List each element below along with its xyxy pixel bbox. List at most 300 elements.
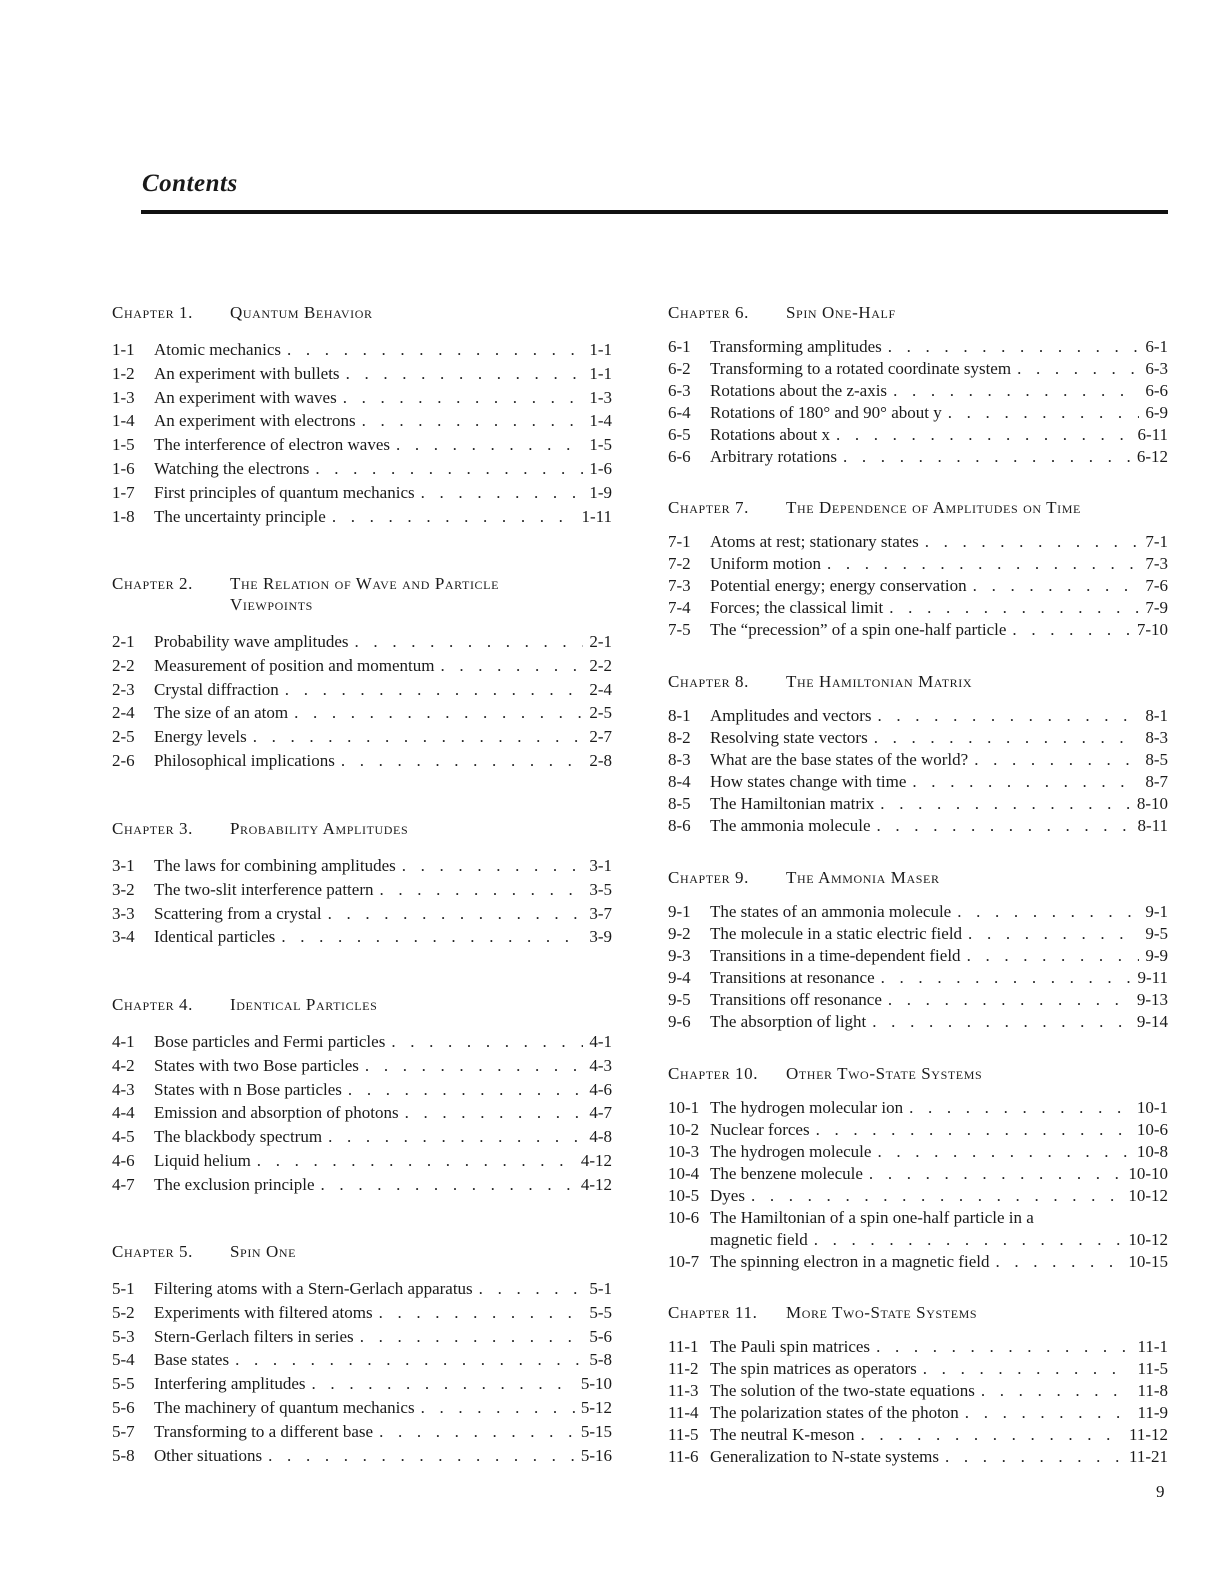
section-number: 1-4 xyxy=(112,411,135,431)
chapter-section xyxy=(112,1241,612,1469)
toc-entry[interactable] xyxy=(112,1103,612,1127)
dot-leader xyxy=(874,728,1140,748)
chapter-heading[interactable] xyxy=(668,671,1168,692)
page-ref: 4-1 xyxy=(589,1032,612,1051)
section-title: Experiments with filtered atoms xyxy=(154,1302,373,1322)
chapter-entries xyxy=(112,1032,612,1199)
page-ref: 7-9 xyxy=(1145,598,1168,617)
toc-entry[interactable] xyxy=(668,1381,1168,1403)
section-title: The Pauli spin matrices xyxy=(710,1337,871,1356)
page-ref: 1-6 xyxy=(589,458,612,478)
chapter-title: The Hamiltonian Matrix xyxy=(786,672,973,691)
toc-entry[interactable] xyxy=(112,435,612,459)
dot-leader xyxy=(257,1151,575,1171)
chapter-section xyxy=(668,671,1168,838)
section-title: Transforming to a different base xyxy=(154,1421,374,1441)
section-title: The laws for combining amplitudes xyxy=(154,856,396,875)
page-ref: 10-1 xyxy=(1136,1098,1168,1117)
section-number: 8-6 xyxy=(668,816,691,835)
section-number: 8-4 xyxy=(668,772,691,791)
section-title: Transitions in a time-dependent field xyxy=(710,946,961,965)
section-number: 10-7 xyxy=(668,1252,700,1271)
toc-entry[interactable] xyxy=(668,1142,1168,1164)
dot-leader xyxy=(346,364,584,384)
dot-leader xyxy=(843,447,1131,467)
page-ref: 1-4 xyxy=(589,411,612,431)
dot-leader xyxy=(981,1381,1132,1401)
page-ref: 11-5 xyxy=(1137,1359,1168,1378)
toc-entry-continued[interactable] xyxy=(668,1230,1168,1252)
section-title: The exclusion principle xyxy=(154,1174,315,1194)
toc-entry[interactable] xyxy=(668,598,1168,620)
toc-entry[interactable] xyxy=(112,927,612,951)
section-title: Amplitudes and vectors xyxy=(710,706,872,725)
section-title: Identical particles xyxy=(154,927,276,947)
toc-entry[interactable] xyxy=(112,411,612,435)
toc-entry[interactable] xyxy=(668,968,1168,990)
section-number: 11-2 xyxy=(668,1359,699,1378)
dot-leader xyxy=(355,632,584,652)
dot-leader xyxy=(315,459,583,479)
toc-entry[interactable] xyxy=(112,1151,612,1175)
toc-entry[interactable] xyxy=(112,632,612,656)
chapter-entries xyxy=(668,337,1168,469)
section-title: Nuclear forces xyxy=(710,1120,810,1139)
dot-leader xyxy=(328,1127,583,1147)
section-title: The machinery of quantum mechanics xyxy=(154,1397,415,1417)
section-number: 4-1 xyxy=(112,1032,135,1051)
toc-entry[interactable] xyxy=(112,507,612,531)
dot-leader xyxy=(379,1303,584,1323)
section-title: The spin matrices as operators xyxy=(710,1359,917,1378)
dot-leader xyxy=(973,576,1140,596)
toc-entry[interactable] xyxy=(112,1080,612,1104)
section-number: 1-1 xyxy=(112,340,135,359)
toc-entry[interactable] xyxy=(112,1303,612,1327)
page-ref: 10-15 xyxy=(1128,1252,1168,1271)
toc-entry[interactable] xyxy=(112,1327,612,1351)
toc-entry[interactable] xyxy=(112,1422,612,1446)
toc-entry[interactable] xyxy=(112,1446,612,1470)
dot-leader xyxy=(925,532,1140,552)
section-title: Emission and absorption of photons xyxy=(154,1103,399,1123)
section-title: The size of an atom xyxy=(154,703,289,723)
section-number: 6-3 xyxy=(668,381,691,400)
chapter-title: Spin One xyxy=(230,1242,297,1261)
dot-leader xyxy=(877,816,1132,836)
dot-leader xyxy=(281,927,583,947)
dot-leader xyxy=(348,1080,583,1100)
chapter-heading[interactable] xyxy=(668,867,1168,888)
chapter-heading[interactable] xyxy=(112,994,612,1015)
page-ref: 7-6 xyxy=(1145,576,1168,595)
section-number: 8-2 xyxy=(668,728,691,747)
chapter-section xyxy=(112,302,612,530)
section-title: The ammonia molecule xyxy=(710,816,871,835)
toc-entry[interactable] xyxy=(112,680,612,704)
page-ref: 5-6 xyxy=(589,1326,612,1346)
chapter-label: Chapter 7. xyxy=(668,498,750,517)
toc-entry[interactable] xyxy=(112,483,612,507)
chapter-section xyxy=(668,302,1168,469)
toc-entry[interactable] xyxy=(668,1425,1168,1447)
toc-entry[interactable] xyxy=(668,1337,1168,1359)
section-title: Crystal diffraction xyxy=(154,679,279,699)
section-number: 4-2 xyxy=(112,1055,135,1075)
chapter-heading[interactable] xyxy=(112,302,612,323)
toc-entry[interactable] xyxy=(668,1252,1168,1274)
page-ref: 10-10 xyxy=(1128,1164,1168,1183)
section-title: The two-slit interference pattern xyxy=(154,879,374,899)
page-ref: 11-21 xyxy=(1128,1447,1168,1466)
toc-entry[interactable] xyxy=(668,403,1168,425)
chapter-section xyxy=(668,867,1168,1034)
chapter-section xyxy=(668,1302,1168,1469)
section-title: The benzene molecule xyxy=(710,1164,863,1183)
toc-entry[interactable] xyxy=(112,727,612,751)
section-number: 9-2 xyxy=(668,924,691,943)
toc-entry[interactable] xyxy=(112,703,612,727)
section-title: How states change with time xyxy=(710,772,907,791)
section-title: Resolving state vectors xyxy=(710,728,868,747)
chapter-entries xyxy=(112,340,612,530)
section-title: Filtering atoms with a Stern-Gerlach apparatus xyxy=(154,1279,473,1298)
section-number: 9-5 xyxy=(668,990,691,1009)
toc-entry[interactable] xyxy=(112,1175,612,1199)
page-ref: 9-1 xyxy=(1145,902,1168,921)
dot-leader xyxy=(440,656,583,676)
dot-leader xyxy=(965,1403,1132,1423)
toc-entry[interactable] xyxy=(668,447,1168,469)
chapter-label: Chapter 11. xyxy=(668,1303,758,1322)
section-number: 4-5 xyxy=(112,1127,135,1147)
section-title: Scattering from a crystal xyxy=(154,903,322,923)
toc-entry[interactable] xyxy=(668,359,1168,381)
toc-entry[interactable] xyxy=(668,816,1168,838)
section-title: Forces; the classical limit xyxy=(710,598,884,617)
toc-entry[interactable] xyxy=(668,425,1168,447)
dot-leader xyxy=(888,990,1131,1010)
chapter-entries xyxy=(668,706,1168,838)
toc-entry[interactable] xyxy=(668,1359,1168,1381)
toc-entry[interactable] xyxy=(668,990,1168,1012)
dot-leader xyxy=(893,381,1139,401)
toc-entry[interactable] xyxy=(668,750,1168,772)
dot-leader xyxy=(877,1142,1130,1162)
section-title: The blackbody spectrum xyxy=(154,1127,323,1147)
toc-entry[interactable] xyxy=(668,337,1168,359)
section-title: The “precession” of a spin one-half particle xyxy=(710,620,1007,639)
dot-leader xyxy=(889,598,1139,618)
chapter-title: More Two-State Systems xyxy=(786,1303,978,1322)
dot-leader xyxy=(860,1425,1123,1445)
toc-entry[interactable] xyxy=(668,902,1168,924)
page-number: 9 xyxy=(1156,1482,1165,1501)
section-number: 5-1 xyxy=(112,1279,135,1298)
title-rule xyxy=(141,210,1168,214)
dot-leader xyxy=(877,706,1139,726)
toc-entry[interactable] xyxy=(112,751,612,775)
toc-entry[interactable] xyxy=(112,1279,612,1303)
dot-leader xyxy=(379,880,583,900)
toc-entry[interactable] xyxy=(112,1374,612,1398)
chapter-heading[interactable] xyxy=(668,302,1168,323)
dot-leader xyxy=(332,507,576,527)
section-number: 10-1 xyxy=(668,1098,700,1117)
toc-entry[interactable] xyxy=(112,856,612,880)
section-number: 4-4 xyxy=(112,1103,135,1123)
dot-leader xyxy=(321,1175,575,1195)
section-number: 8-5 xyxy=(668,794,691,813)
section-number: 2-5 xyxy=(112,727,135,747)
section-number: 2-6 xyxy=(112,750,135,770)
page-ref: 8-11 xyxy=(1137,816,1168,835)
chapter-heading[interactable] xyxy=(112,1241,612,1262)
page-ref: 9-14 xyxy=(1136,1012,1168,1031)
section-title: Potential energy; energy conservation xyxy=(710,576,967,595)
chapter-heading[interactable] xyxy=(668,497,1168,518)
section-number: 3-1 xyxy=(112,856,135,875)
section-number: 7-5 xyxy=(668,620,691,639)
dot-leader xyxy=(362,411,584,431)
page-ref: 1-9 xyxy=(589,482,612,502)
section-title: Arbitrary rotations xyxy=(710,447,837,466)
toc-entry[interactable] xyxy=(112,388,612,412)
toc-entry[interactable] xyxy=(112,1350,612,1374)
section-number: 5-4 xyxy=(112,1350,135,1370)
dot-leader xyxy=(881,968,1132,988)
toc-entry[interactable] xyxy=(112,1398,612,1422)
toc-entry[interactable] xyxy=(112,364,612,388)
section-title: Transforming amplitudes xyxy=(710,337,882,356)
page-ref: 2-8 xyxy=(589,750,612,770)
chapter-heading[interactable] xyxy=(112,573,612,615)
dot-leader xyxy=(391,1032,583,1052)
chapter-section xyxy=(112,573,612,775)
page-ref: 5-12 xyxy=(580,1397,612,1417)
dot-leader xyxy=(888,337,1140,357)
section-title: Transitions at resonance xyxy=(710,968,875,987)
section-title: Other situations xyxy=(154,1445,263,1465)
dot-leader xyxy=(328,904,584,924)
section-title: The neutral K-meson xyxy=(710,1425,855,1444)
dot-leader xyxy=(1017,359,1139,379)
section-title: Rotations about the z-axis xyxy=(710,381,888,400)
page-ref: 5-1 xyxy=(589,1279,612,1298)
section-title: Interfering amplitudes xyxy=(154,1374,306,1394)
dot-leader xyxy=(836,425,1132,445)
toc-entry[interactable] xyxy=(112,904,612,928)
section-title: The polarization states of the photon xyxy=(710,1403,959,1422)
page-ref: 2-5 xyxy=(589,703,612,723)
section-number: 2-2 xyxy=(112,655,135,675)
chapter-entries xyxy=(668,1098,1168,1274)
section-title: Measurement of position and momentum xyxy=(154,655,435,675)
page-ref: 8-7 xyxy=(1145,772,1168,791)
toc-entry[interactable] xyxy=(668,1120,1168,1142)
chapter-label: Chapter 1. xyxy=(112,303,194,322)
section-title: The hydrogen molecular ion xyxy=(710,1098,904,1117)
chapter-heading[interactable] xyxy=(668,1063,1168,1084)
page-ref: 6-9 xyxy=(1145,403,1168,422)
dot-leader xyxy=(880,794,1131,814)
section-title: Base states xyxy=(154,1350,230,1370)
section-number: 1-2 xyxy=(112,363,135,383)
page-ref: 10-6 xyxy=(1136,1120,1168,1139)
section-number: 7-2 xyxy=(668,554,691,573)
toc-entry[interactable] xyxy=(668,381,1168,403)
page-ref: 6-6 xyxy=(1145,381,1168,400)
chapter-label: Chapter 8. xyxy=(668,672,750,691)
dot-leader xyxy=(869,1164,1122,1184)
section-number: 11-6 xyxy=(668,1447,699,1466)
dot-leader xyxy=(923,1359,1132,1379)
page-ref: 6-11 xyxy=(1137,425,1168,444)
page-ref: 10-12 xyxy=(1128,1186,1168,1205)
section-number: 10-5 xyxy=(668,1186,700,1205)
section-number: 2-4 xyxy=(112,703,135,723)
toc-entry[interactable] xyxy=(668,1208,1168,1230)
page-ref: 1-3 xyxy=(589,387,612,407)
page-ref: 8-10 xyxy=(1136,794,1168,813)
chapter-title: Other Two-State Systems xyxy=(786,1064,983,1083)
toc-entry[interactable] xyxy=(668,554,1168,576)
dot-leader xyxy=(287,340,583,360)
section-title: Watching the electrons xyxy=(154,458,310,478)
toc-entry[interactable] xyxy=(668,706,1168,728)
dot-leader xyxy=(343,388,584,408)
toc-entry[interactable] xyxy=(112,1056,612,1080)
chapter-section xyxy=(668,1063,1168,1274)
chapter-entries xyxy=(668,1337,1168,1469)
dot-leader xyxy=(396,435,583,455)
section-title: States with n Bose particles xyxy=(154,1079,342,1099)
section-number: 5-7 xyxy=(112,1421,135,1441)
toc-entry[interactable] xyxy=(112,656,612,680)
section-title: The interference of electron waves xyxy=(154,435,390,455)
dot-leader xyxy=(268,1446,575,1466)
toc-entry[interactable] xyxy=(112,1032,612,1056)
section-title: An experiment with waves xyxy=(154,387,337,407)
toc-entry[interactable] xyxy=(668,1447,1168,1469)
page-ref: 4-12 xyxy=(580,1150,612,1170)
page-ref: 11-1 xyxy=(1137,1337,1168,1356)
dot-leader xyxy=(1012,620,1130,640)
dot-leader xyxy=(294,703,583,723)
section-number: 5-6 xyxy=(112,1397,135,1417)
chapter-label: Chapter 5. xyxy=(112,1242,194,1261)
section-number: 11-3 xyxy=(668,1381,699,1400)
toc-entry[interactable] xyxy=(668,1012,1168,1034)
dot-leader xyxy=(341,751,583,771)
page-ref: 3-7 xyxy=(589,903,612,923)
page-ref: 2-1 xyxy=(589,632,612,651)
dot-leader xyxy=(967,946,1140,966)
toc-entry[interactable] xyxy=(112,1127,612,1151)
toc-entry[interactable] xyxy=(668,924,1168,946)
toc-entry[interactable] xyxy=(668,1098,1168,1120)
toc-entry[interactable] xyxy=(668,728,1168,750)
page-ref: 9-13 xyxy=(1136,990,1168,1009)
chapter-title: Quantum Behavior xyxy=(230,303,373,322)
chapter-label: Chapter 2. xyxy=(112,574,194,593)
section-number: 2-1 xyxy=(112,632,135,651)
dot-leader xyxy=(957,902,1139,922)
toc-entry[interactable] xyxy=(112,880,612,904)
toc-entry[interactable] xyxy=(668,1164,1168,1186)
section-title: Rotations about x xyxy=(710,425,830,444)
chapter-entries xyxy=(112,632,612,775)
toc-entry[interactable] xyxy=(668,794,1168,816)
toc-entry[interactable] xyxy=(668,1186,1168,1208)
section-title: Philosophical implications xyxy=(154,750,335,770)
section-title: Liquid helium xyxy=(154,1150,251,1170)
toc-entry[interactable] xyxy=(668,772,1168,794)
chapter-label: Chapter 4. xyxy=(112,995,194,1014)
dot-leader xyxy=(285,680,584,700)
section-number: 3-4 xyxy=(112,927,135,947)
chapter-label: Chapter 6. xyxy=(668,303,750,322)
section-number: 11-1 xyxy=(668,1337,699,1356)
page-ref: 1-11 xyxy=(581,506,612,526)
section-title: Stern-Gerlach filters in series xyxy=(154,1326,354,1346)
chapter-title: Identical Particles xyxy=(230,995,378,1014)
section-title: An experiment with bullets xyxy=(154,363,340,383)
chapter-heading[interactable] xyxy=(112,818,612,839)
page-ref: 9-5 xyxy=(1145,924,1168,943)
section-number: 6-5 xyxy=(668,425,691,444)
section-number: 10-3 xyxy=(668,1142,700,1161)
toc-entry[interactable] xyxy=(112,340,612,364)
toc-entry[interactable] xyxy=(668,946,1168,968)
dot-leader xyxy=(235,1350,583,1370)
page-ref: 6-1 xyxy=(1145,337,1168,356)
section-number: 3-3 xyxy=(112,903,135,923)
section-title: Transitions off resonance xyxy=(710,990,882,1009)
section-number: 6-1 xyxy=(668,337,691,356)
section-number: 11-5 xyxy=(668,1425,699,1444)
dot-leader xyxy=(312,1374,575,1394)
dot-leader xyxy=(402,856,584,876)
dot-leader xyxy=(948,403,1140,423)
chapter-heading[interactable] xyxy=(668,1302,1168,1323)
toc-entry[interactable] xyxy=(668,532,1168,554)
section-number: 4-7 xyxy=(112,1174,135,1194)
page-ref: 8-1 xyxy=(1145,706,1168,725)
section-title: The absorption of light xyxy=(710,1012,867,1031)
toc-entry[interactable] xyxy=(668,576,1168,598)
section-number: 1-7 xyxy=(112,482,135,502)
section-number: 9-4 xyxy=(668,968,691,987)
toc-entry[interactable] xyxy=(668,1403,1168,1425)
dot-leader xyxy=(405,1103,584,1123)
toc-entry[interactable] xyxy=(112,459,612,483)
page-ref: 3-1 xyxy=(589,856,612,875)
page-ref: 9-11 xyxy=(1137,968,1168,987)
chapter-section xyxy=(112,818,612,951)
dot-leader xyxy=(909,1098,1131,1118)
page-ref: 10-8 xyxy=(1136,1142,1168,1161)
dot-leader xyxy=(974,750,1139,770)
section-number: 5-3 xyxy=(112,1326,135,1346)
toc-entry[interactable] xyxy=(668,620,1168,642)
page-ref: 11-12 xyxy=(1128,1425,1168,1444)
dot-leader xyxy=(360,1327,584,1347)
section-number: 9-3 xyxy=(668,946,691,965)
dot-leader xyxy=(816,1120,1131,1140)
page-ref: 1-1 xyxy=(589,363,612,383)
dot-leader xyxy=(872,1012,1131,1032)
